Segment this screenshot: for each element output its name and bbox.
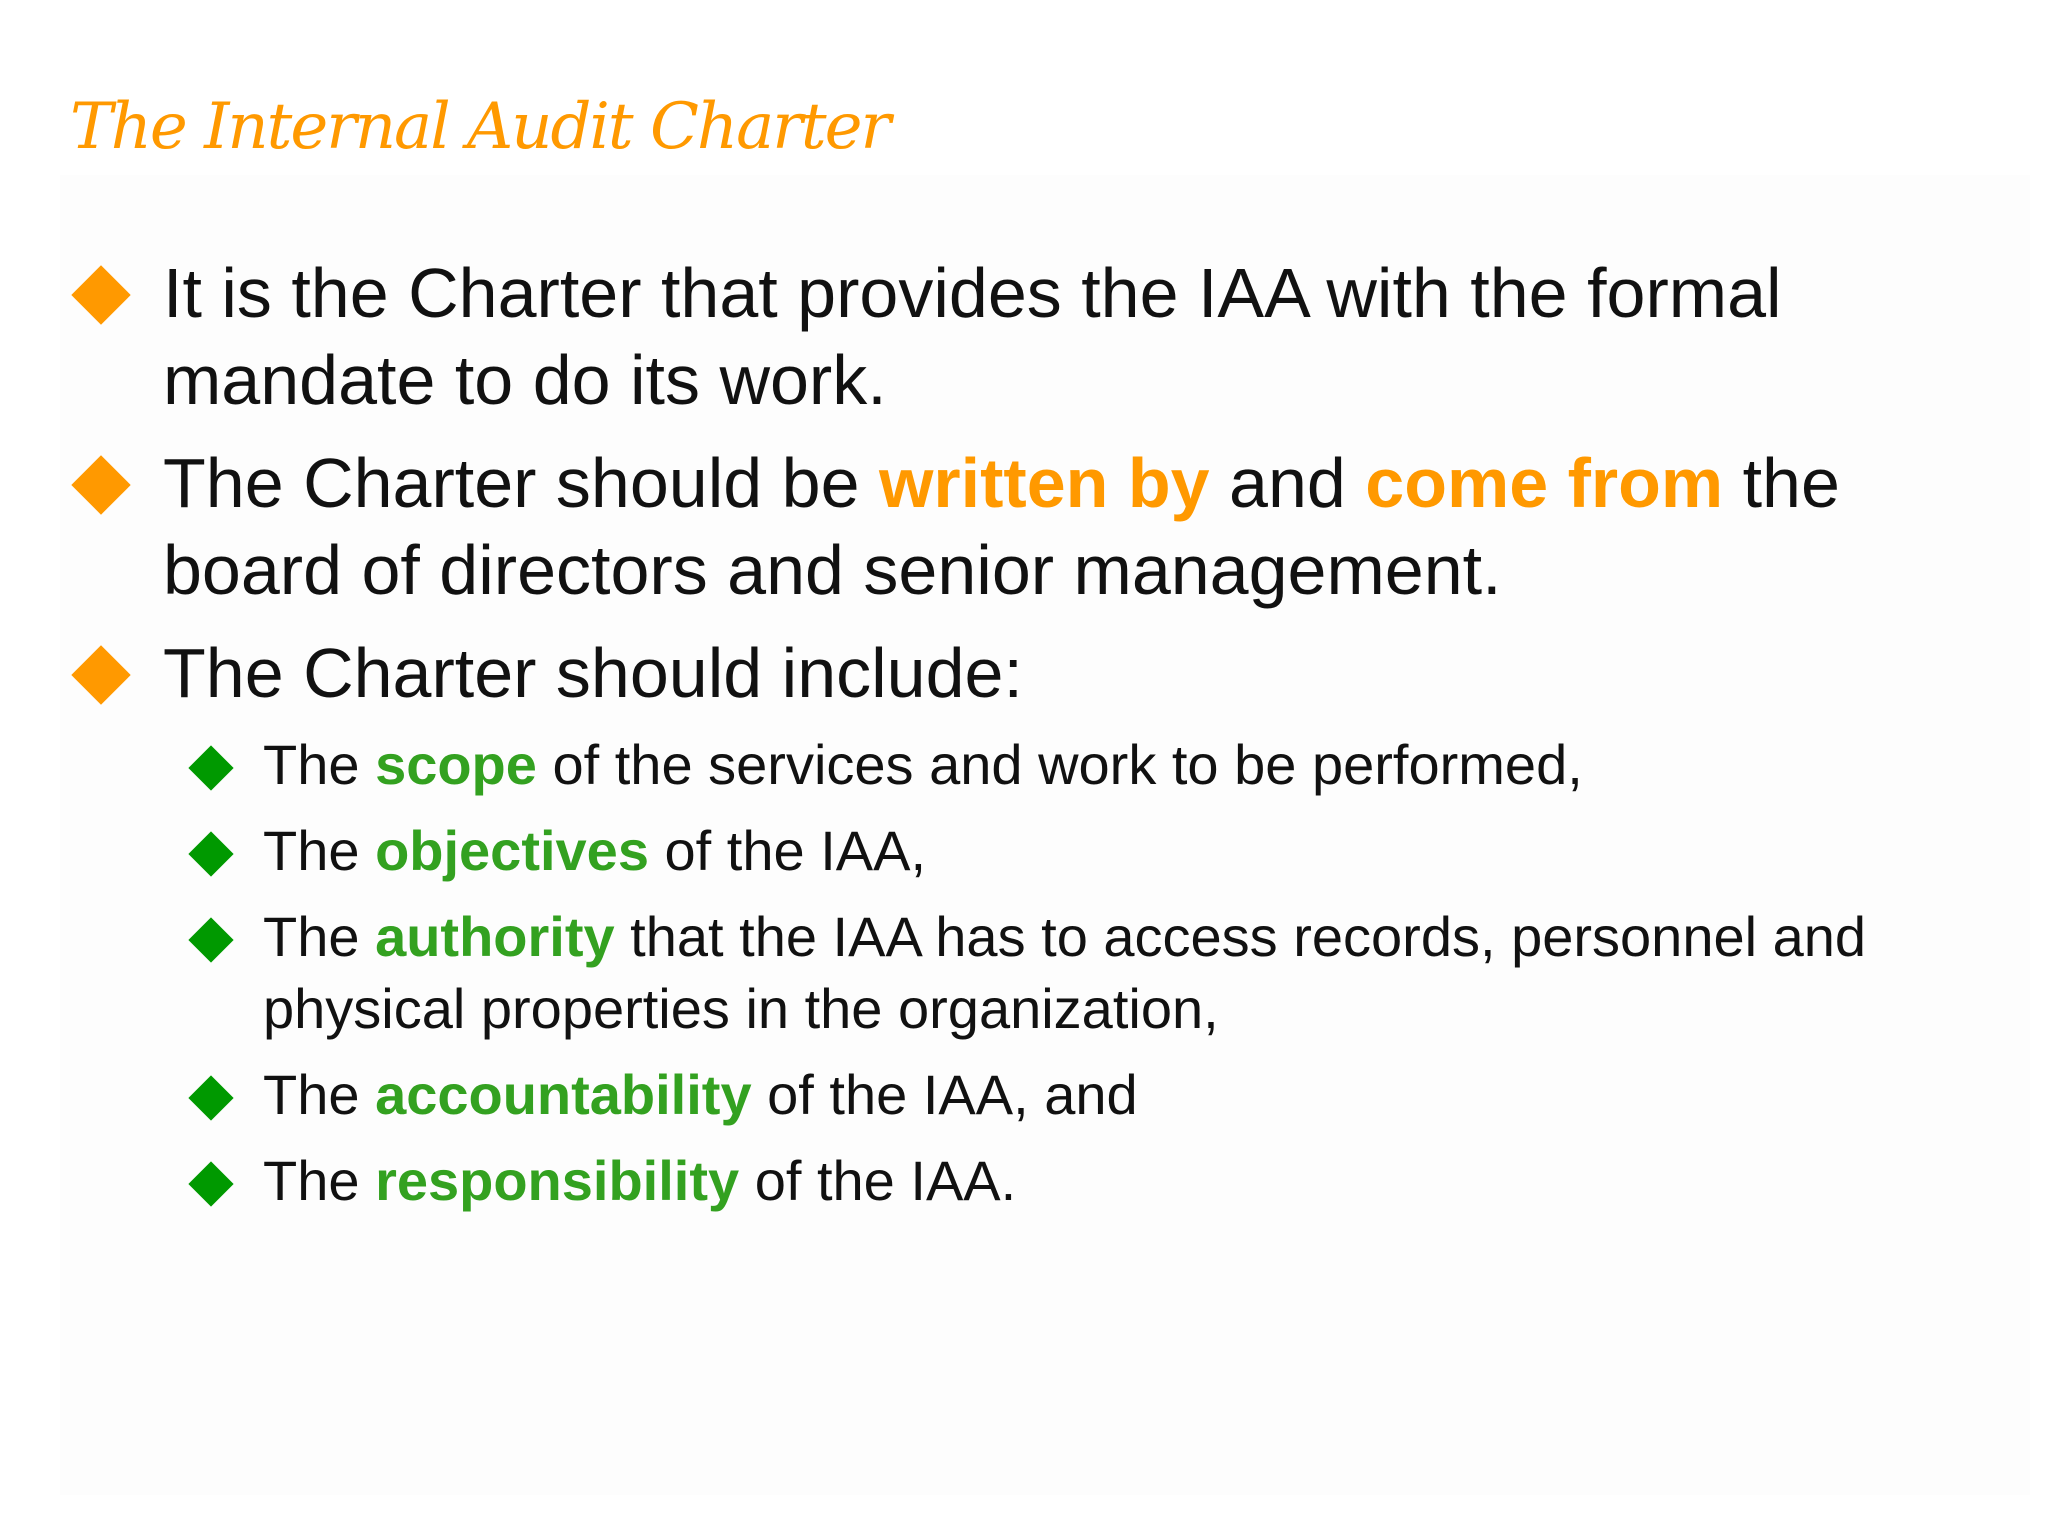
slide-title: The Internal Audit Charter xyxy=(70,90,890,164)
bullet-text: The Charter should include: xyxy=(163,634,1023,712)
bullet-item-authorship xyxy=(78,440,1998,614)
highlight-written-by: written by xyxy=(878,444,1210,522)
sub-bullet-suffix: of the services and work to be performed, xyxy=(536,733,1583,796)
sub-bullet-accountability xyxy=(181,1059,2016,1131)
keyword-objectives: objectives xyxy=(375,819,649,882)
orange-diamond-icon xyxy=(71,455,130,514)
green-diamond-icon xyxy=(188,1161,233,1206)
green-diamond-icon xyxy=(188,745,233,790)
green-diamond-icon xyxy=(188,831,233,876)
sub-bullet-suffix: of the IAA. xyxy=(739,1149,1017,1212)
sub-bullet-objectives xyxy=(181,815,2016,887)
bullet-item-mandate xyxy=(78,250,1998,424)
sub-bullet-prefix: The xyxy=(263,819,376,882)
sub-bullet-list xyxy=(181,729,2016,1217)
sub-bullet-prefix: The xyxy=(263,1063,376,1126)
sub-bullet-scope xyxy=(181,729,2016,801)
keyword-responsibility: responsibility xyxy=(375,1149,740,1212)
green-diamond-icon xyxy=(188,1075,233,1120)
bullet-text-segment: and xyxy=(1209,444,1366,522)
sub-bullet-authority xyxy=(181,901,2016,1045)
bullet-text xyxy=(163,444,1840,609)
bullet-text-segment: the board of directors and senior management. xyxy=(163,444,1840,609)
green-diamond-icon xyxy=(188,917,233,962)
bullet-item-includes xyxy=(78,630,1998,1217)
sub-bullet-suffix: of the IAA, xyxy=(648,819,927,882)
orange-diamond-icon xyxy=(71,645,130,704)
bullet-text-segment: The Charter should be xyxy=(163,444,879,522)
sub-bullet-suffix: of the IAA, and xyxy=(751,1063,1138,1126)
bullet-list xyxy=(78,250,1998,1233)
sub-bullet-prefix: The xyxy=(263,905,376,968)
sub-bullet-prefix: The xyxy=(263,1149,376,1212)
highlight-come-from: come from xyxy=(1365,444,1724,522)
keyword-accountability: accountability xyxy=(375,1063,752,1126)
orange-diamond-icon xyxy=(71,265,130,324)
keyword-authority: authority xyxy=(375,905,615,968)
sub-bullet-prefix: The xyxy=(263,733,376,796)
sub-bullet-suffix: that the IAA has to access records, personnel and physical properties in the organization, xyxy=(263,905,1867,1040)
sub-bullet-responsibility xyxy=(181,1145,2016,1217)
keyword-scope: scope xyxy=(375,733,537,796)
bullet-text: It is the Charter that provides the IAA with the formal mandate to do its work. xyxy=(163,254,1782,419)
